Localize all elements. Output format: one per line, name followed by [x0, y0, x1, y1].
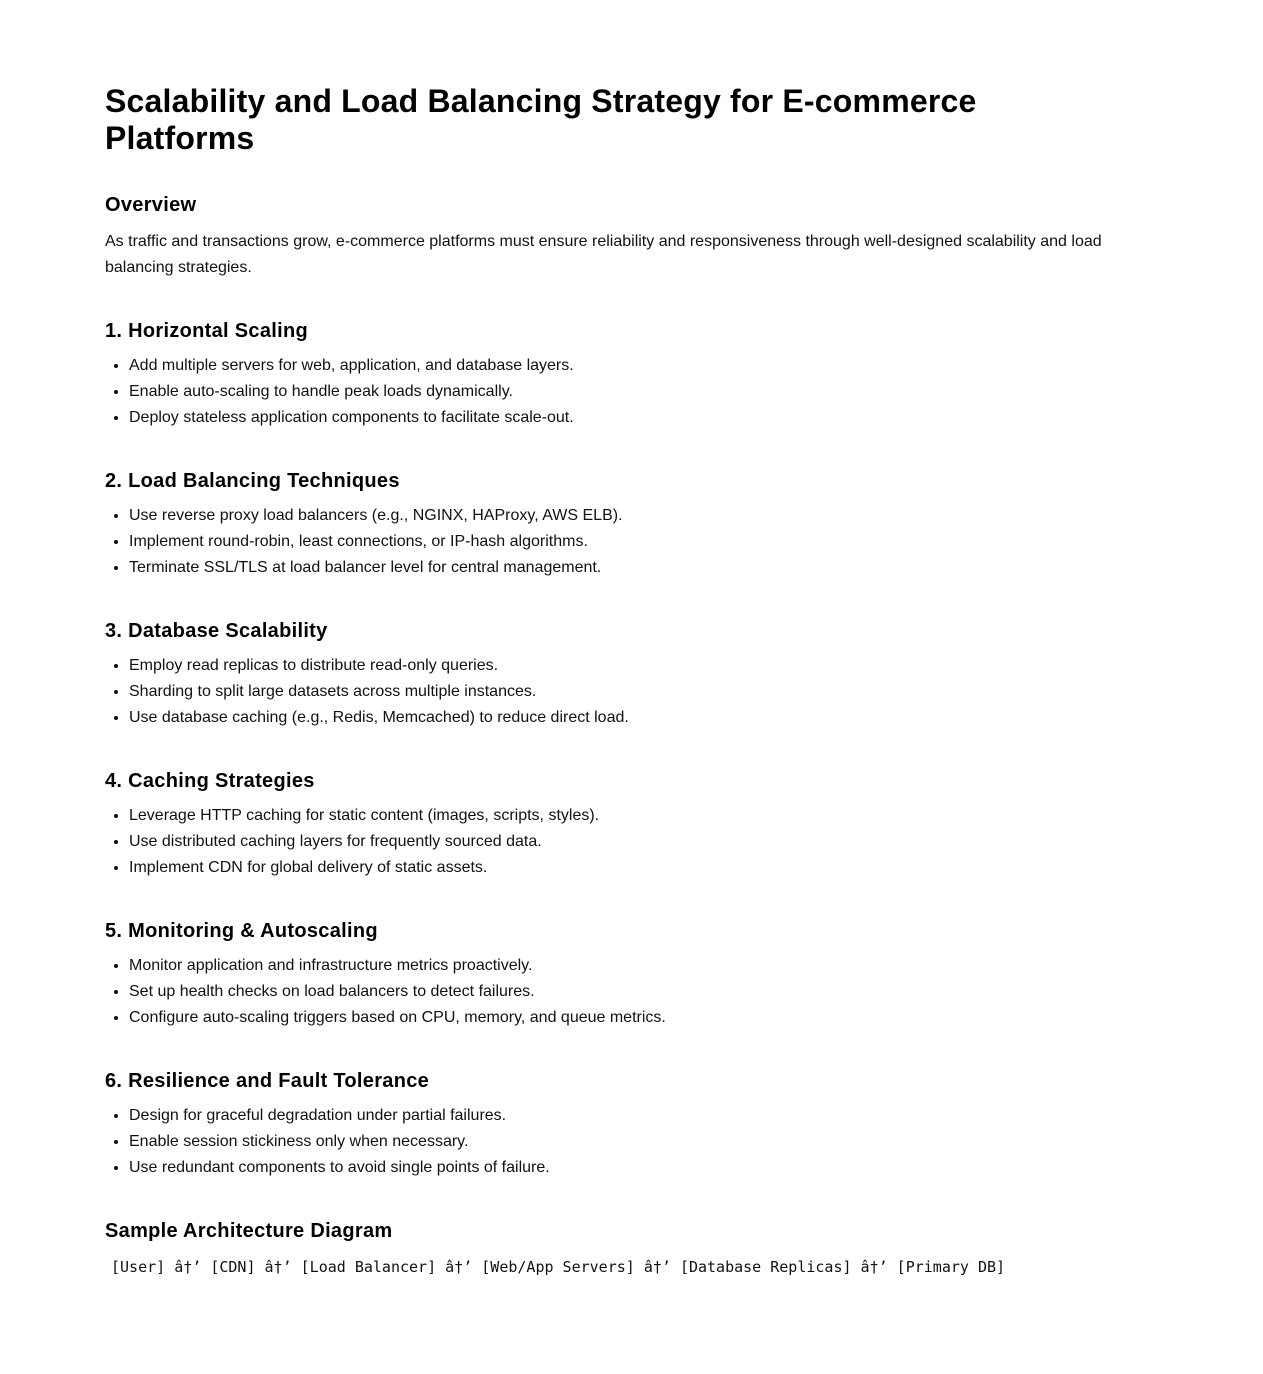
- list-item: • Enable session stickiness only when necessary.: [129, 1129, 1115, 1155]
- overview-text: As traffic and transactions grow, e-commerce platforms must ensure reliability and responsiveness through well-designed scalability and load balancing strategies.: [105, 233, 1102, 276]
- section-horizontal-scaling: [105, 319, 1115, 431]
- list-item: • Use redundant components to avoid single points of failure.: [129, 1155, 1115, 1181]
- overview-heading: Overview: [105, 194, 197, 216]
- section-load-balancing-techniques: [105, 469, 1115, 581]
- page-title: Scalability and Load Balancing Strategy for E-commerce Platforms: [105, 83, 977, 156]
- diagram-heading: Sample Architecture Diagram: [105, 1220, 393, 1242]
- list-item: • Enable auto-scaling to handle peak loads dynamically.: [129, 379, 1115, 405]
- section-architecture-diagram: [105, 1219, 1115, 1277]
- section-heading: 5. Monitoring & Autoscaling: [105, 920, 378, 942]
- section-heading: 2. Load Balancing Techniques: [105, 470, 400, 492]
- list-item: • Design for graceful degradation under partial failures.: [129, 1103, 1115, 1129]
- list-item: • Terminate SSL/TLS at load balancer level for central management.: [129, 555, 1115, 581]
- bullet-list: [105, 653, 1115, 731]
- section-heading: 4. Caching Strategies: [105, 770, 315, 792]
- list-item: • Set up health checks on load balancers to detect failures.: [129, 979, 1115, 1005]
- section-heading: 1. Horizontal Scaling: [105, 320, 308, 342]
- bullet-list: [105, 803, 1115, 881]
- list-item: • Implement round-robin, least connections, or IP-hash algorithms.: [129, 529, 1115, 555]
- list-item: • Use reverse proxy load balancers (e.g., NGINX, HAProxy, AWS ELB).: [129, 503, 1115, 529]
- list-item: • Use distributed caching layers for frequently sourced data.: [129, 829, 1115, 855]
- architecture-diagram-text: [User] â†’ [CDN] â†’ [Load Balancer] â†’ [Web/App Servers] â†’ [Database Replicas] â†’ [Primary DB]: [111, 1258, 1006, 1276]
- bullet-list: [105, 1103, 1115, 1181]
- bullet-list: [105, 953, 1115, 1031]
- list-item: • Implement CDN for global delivery of static assets.: [129, 855, 1115, 881]
- list-item: • Configure auto-scaling triggers based on CPU, memory, and queue metrics.: [129, 1005, 1115, 1031]
- list-item: • Sharding to split large datasets across multiple instances.: [129, 679, 1115, 705]
- bullet-list: [105, 353, 1115, 431]
- section-heading: 6. Resilience and Fault Tolerance: [105, 1070, 430, 1092]
- list-item: • Employ read replicas to distribute read-only queries.: [129, 653, 1115, 679]
- list-item: • Add multiple servers for web, application, and database layers.: [129, 353, 1115, 379]
- list-item: • Deploy stateless application components to facilitate scale-out.: [129, 405, 1115, 431]
- section-heading: 3. Database Scalability: [105, 620, 328, 642]
- section-caching-strategies: [105, 769, 1115, 881]
- section-database-scalability: [105, 619, 1115, 731]
- bullet-list: [105, 503, 1115, 581]
- list-item: • Monitor application and infrastructure metrics proactively.: [129, 953, 1115, 979]
- section-resilience-fault-tolerance: [105, 1069, 1115, 1181]
- section-monitoring-autoscaling: [105, 919, 1115, 1031]
- list-item: • Use database caching (e.g., Redis, Memcached) to reduce direct load.: [129, 705, 1115, 731]
- list-item: • Leverage HTTP caching for static content (images, scripts, styles).: [129, 803, 1115, 829]
